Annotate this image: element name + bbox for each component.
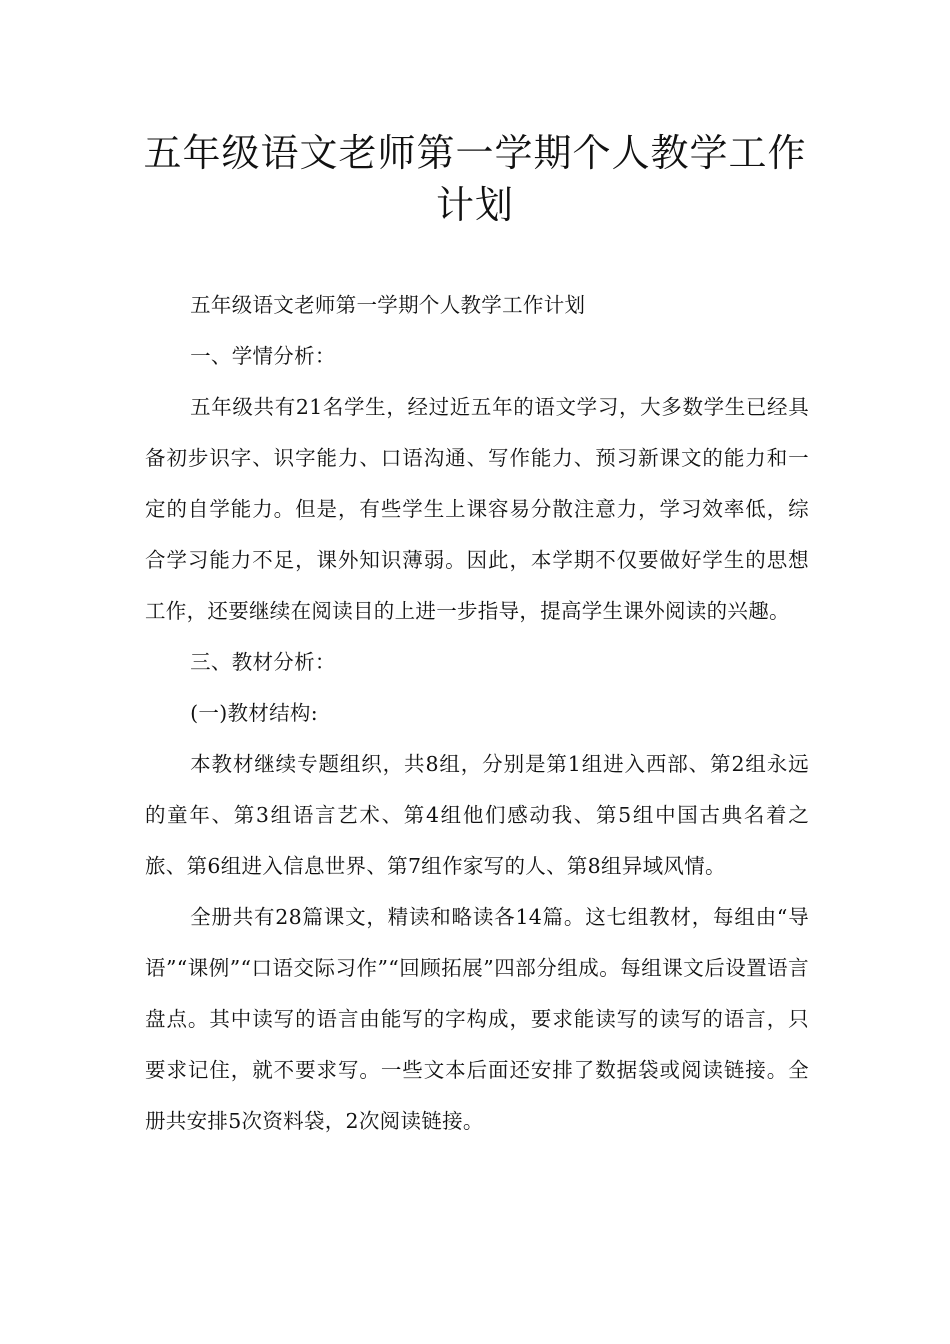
document-title-line-2: 计划 [435, 183, 514, 227]
document-body [145, 280, 809, 1147]
heading-textbook-analysis: 三、教材分析： [190, 650, 336, 674]
paragraph-textbook-contents: 全册共有28篇课文，精读和略读各14篇。这七组教材，每组由“导语”“课例”“口语交际习作”“回顾拓展”四部分组成。每组课文后设置语言盘点。其中读写的语言由能写的字构成，要求能读写的读写的语言，只要求记住，就不要求写。一些文本后面还安排了数据袋或阅读链接。全册共安排5次资料袋，2次阅读链接。 [145, 905, 809, 1133]
paragraph-subtitle: 五年级语文老师第一学期个人教学工作计划 [190, 293, 586, 317]
paragraph-textbook-groups: 本教材继续专题组织，共8组，分别是第1组进入西部、第2组永远的童年、第3组语言艺术、第4组他们感动我、第5组中国古典名着之旅、第6组进入信息世界、第7组作家写的人、第8组异域风情。 [145, 752, 809, 878]
paragraph-student-analysis: 五年级共有21名学生，经过近五年的语文学习，大多数学生已经具备初步识字、识字能力、口语沟通、写作能力、预习新课文的能力和一定的自学能力。但是，有些学生上课容易分散注意力，学习效率低，综合学习能力不足，课外知识薄弱。因此，本学期不仅要做好学生的思想工作，还要继续在阅读目的上进一步指导，提高学生课外阅读的兴趣。 [145, 395, 809, 623]
heading-textbook-structure: (一)教材结构: [190, 701, 318, 725]
document-title-line-1: 五年级语文老师第一学期个人教学工作 [143, 131, 807, 175]
heading-student-analysis: 一、学情分析： [190, 344, 336, 368]
